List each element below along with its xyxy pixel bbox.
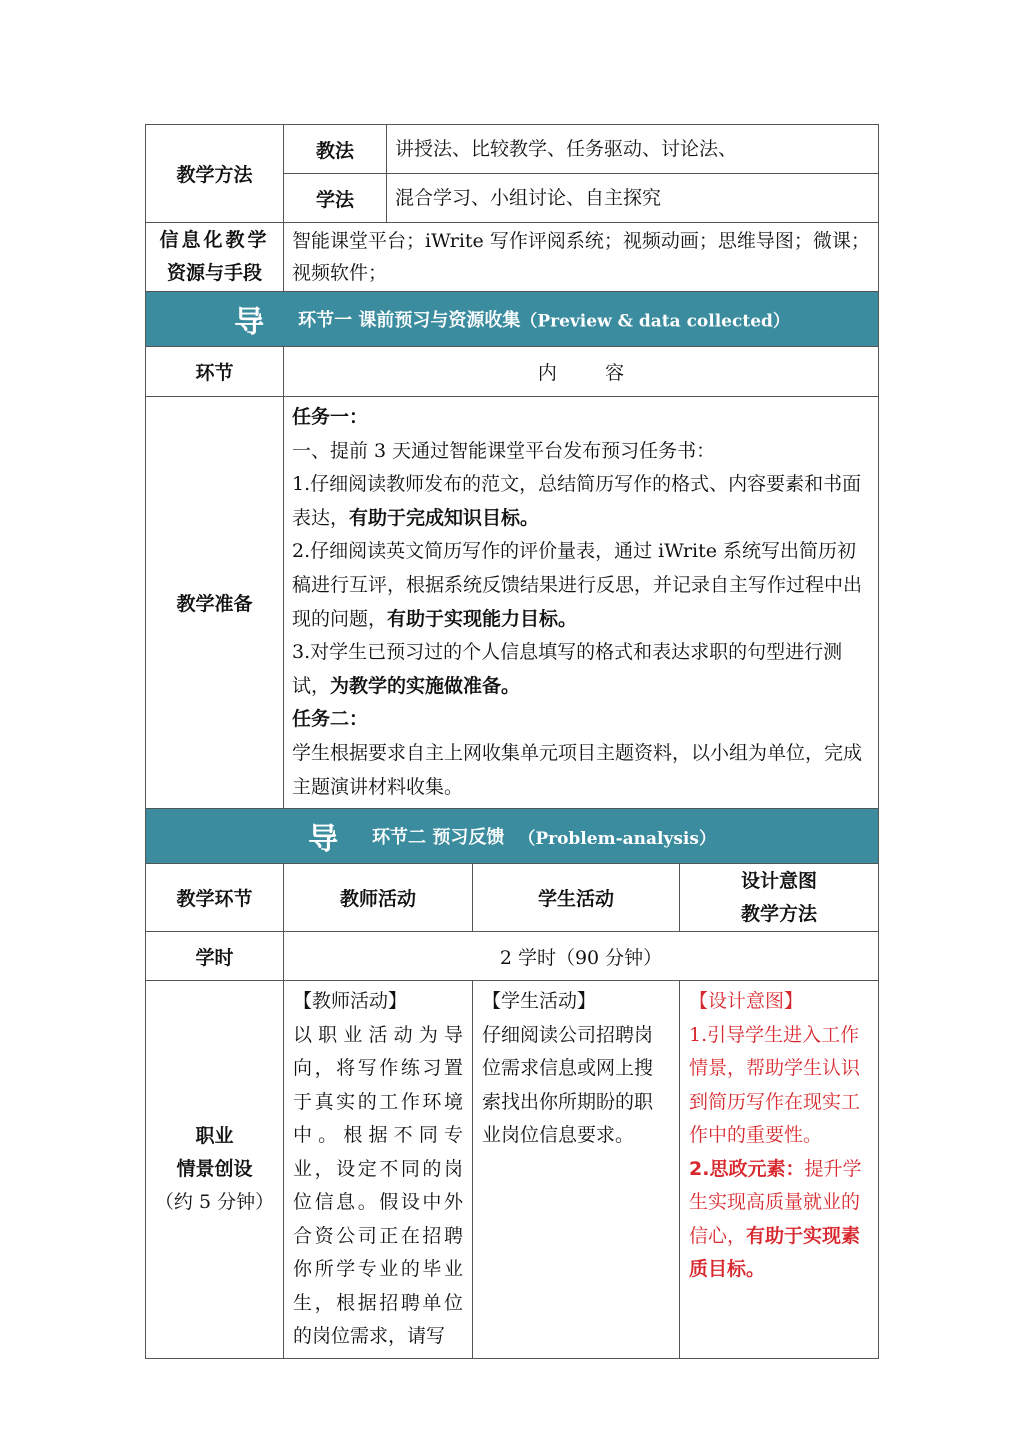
prep-label: 教学准备: [146, 397, 284, 809]
header-design-line1: 设计意图: [741, 869, 818, 892]
prep-paragraph-5: 学生根据要求自主上网收集单元项目主题资料，以小组为单位，完成主题演讲材料收集。: [292, 741, 863, 798]
section2-title-en: （Problem-analysis）: [518, 828, 716, 849]
section1-col-header-content: 内 容: [284, 347, 879, 397]
teacher-activity-text: 以职业活动为导向，将写作练习置于真实的工作环境中。根据不同专业，设定不同的岗位信息。假设中外合资公司正在招聘你所学专业的毕业生，根据招聘单位的岗位需求，请写: [293, 1023, 463, 1348]
learning-method-label: 学法: [284, 174, 387, 223]
learning-method-value: 混合学习、小组讨论、自主探究: [387, 174, 879, 223]
quality-goal-text: 有助于实现素质目标。: [689, 1224, 861, 1281]
hours-label: 学时: [146, 932, 284, 981]
teacher-activity-cell: [284, 981, 473, 1359]
prep-paragraph-2: 1.仔细阅读教师发布的范文，总结简历写作的格式、内容要素和书面表达，有助于完成知识目标。: [292, 473, 862, 529]
lesson-plan-table: [145, 124, 879, 1359]
section2-title: 环节二 预习反馈: [372, 827, 505, 849]
prep-paragraph-1: 一、提前 3 天通过智能课堂平台发布预习任务书：: [292, 439, 716, 462]
design-paragraph-1: 1.引导学生进入工作情景，帮助学生认识到简历写作在现实工作中的重要性。: [689, 1023, 861, 1147]
resources-label-line1: 信息化教学: [159, 229, 270, 251]
prep-goal-text: 为教学的实施做准备。: [330, 674, 521, 697]
scenario-label-line2: 情景创设: [176, 1157, 253, 1180]
design-paragraph-2: 2.思政元素：提升学生实现高质量就业的信心，有助于实现素质目标。: [689, 1157, 862, 1281]
hours-value: 2 学时（90 分钟）: [284, 932, 879, 981]
lesson-plan-page: [145, 124, 878, 1359]
teaching-method-value: 讲授法、比较教学、任务驱动、讨论法、: [387, 125, 879, 174]
student-activity-title: 【学生活动】: [482, 990, 597, 1013]
header-student-activity: 学生活动: [473, 864, 680, 932]
header-design-line2: 教学方法: [741, 902, 818, 925]
ideology-label: 2.思政元素：: [689, 1157, 805, 1180]
section1-title: 环节一 课前预习与资源收集: [298, 310, 521, 331]
knowledge-goal-text: 有助于完成知识目标。: [349, 506, 540, 529]
student-activity-text: 仔细阅读公司招聘岗位需求信息或网上搜索找出你所期盼的职业岗位信息要求。: [482, 1023, 654, 1147]
task1-title: 任务一：: [292, 406, 369, 428]
header-teaching-stage: 教学环节: [146, 864, 284, 932]
prep-content: [284, 397, 879, 809]
scenario-label-line3: （约 5 分钟）: [154, 1190, 275, 1213]
teacher-activity-title: 【教师活动】: [293, 990, 408, 1013]
section1-col-header-stage: 环节: [146, 347, 284, 397]
section1-banner-glyph: 导: [234, 305, 265, 340]
prep-paragraph-4: 3.对学生已预习过的个人信息填写的格式和表达求职的句型进行测试，为教学的实施做准备。: [292, 641, 843, 697]
prep-paragraph-3: 2.仔细阅读英文简历写作的评价量表，通过 iWrite 系统写出简历初稿进行互评，根据系统反馈结果进行反思，并记录自主写作过程中出现的问题，有助于实现能力目标。: [292, 540, 863, 630]
task2-title: 任务二：: [292, 708, 369, 731]
header-design: [680, 864, 879, 932]
design-title: 【设计意图】: [689, 990, 804, 1013]
student-activity-cell: [473, 981, 680, 1359]
section1-banner: [146, 292, 879, 347]
resources-label: [146, 223, 284, 292]
resources-value: 智能课堂平台；iWrite 写作评阅系统；视频动画；思维导图；微课；视频软件；: [284, 223, 879, 292]
resources-label-line2: 资源与手段: [166, 262, 262, 284]
section2-banner-glyph: 导: [308, 822, 339, 858]
methods-label: 教学方法: [146, 125, 284, 223]
design-cell: [680, 981, 879, 1359]
scenario-label: [146, 981, 284, 1359]
section2-banner: [146, 809, 879, 864]
ability-goal-text: 有助于实现能力目标。: [387, 607, 578, 630]
header-teacher-activity: 教师活动: [284, 864, 473, 932]
section1-title-en: （Preview & data collected）: [520, 311, 790, 332]
scenario-label-line1: 职业: [195, 1124, 234, 1147]
teaching-method-label: 教法: [284, 125, 387, 174]
